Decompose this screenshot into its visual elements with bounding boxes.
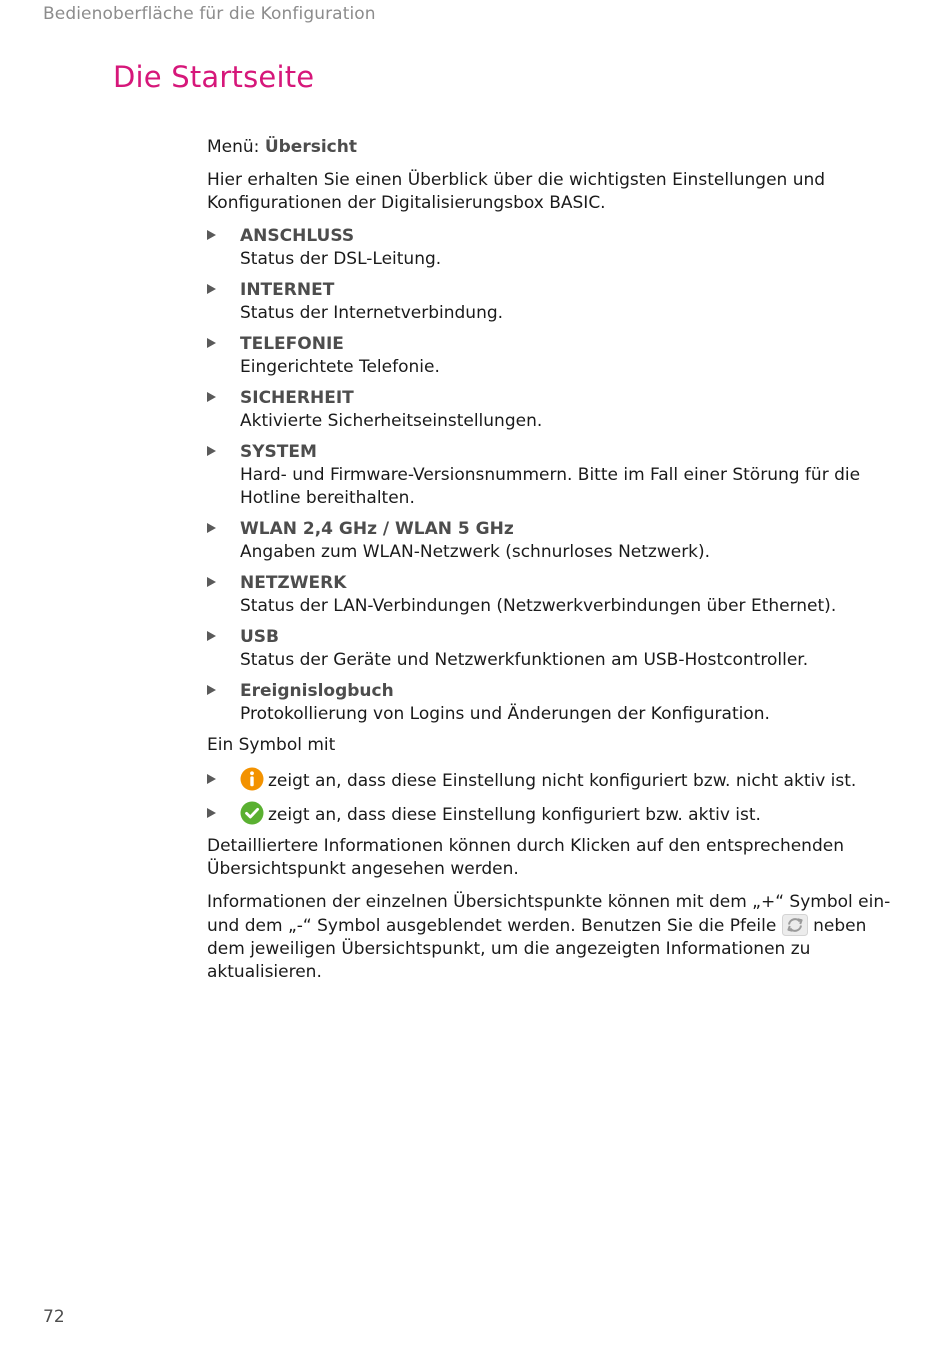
check-icon bbox=[240, 801, 264, 825]
bullet-arrow-icon bbox=[207, 284, 216, 294]
list-item-netzwerk bbox=[207, 572, 897, 618]
item-title: TELEFONIE bbox=[240, 334, 344, 354]
item-description: Aktivierte Sicherheitseinstellungen. bbox=[240, 411, 543, 431]
list-item-usb bbox=[207, 626, 897, 672]
list-item-internet bbox=[207, 279, 897, 325]
list-item-anschluss bbox=[207, 225, 897, 271]
list-item-wlan bbox=[207, 518, 897, 564]
page-title: Die Startseite bbox=[113, 60, 315, 94]
item-description: Status der Internetverbindung. bbox=[240, 303, 504, 323]
item-description: Protokollierung von Logins und Änderungen der Konfiguration. bbox=[240, 704, 770, 724]
bullet-arrow-icon bbox=[207, 808, 216, 818]
item-description: Status der LAN-Verbindungen (Netzwerkverbindungen über Ethernet). bbox=[240, 596, 837, 616]
symbol-list bbox=[207, 767, 897, 827]
refresh-arrows-icon bbox=[782, 914, 808, 936]
expand-text-before: Informationen der einzelnen Übersichtspunkte können mit dem „+“ Symbol ein- und dem „-“ Symbol ausgeblendet werden. Benutzen Sie die Pfeile bbox=[207, 892, 891, 936]
item-title: NETZWERK bbox=[240, 573, 347, 593]
symbol-description: zeigt an, dass diese Einstellung nicht konfiguriert bzw. nicht aktiv ist. bbox=[268, 771, 857, 791]
menu-prefix: Menü: bbox=[207, 137, 265, 157]
info-icon bbox=[240, 767, 264, 791]
symbols-intro: Ein Symbol mit bbox=[207, 735, 336, 755]
bullet-arrow-icon bbox=[207, 774, 216, 784]
bullet-arrow-icon bbox=[207, 577, 216, 587]
item-title: ANSCHLUSS bbox=[240, 226, 355, 246]
expand-text-after: neben dem jeweiligen Übersichtspunkt, um die angezeigten Informationen zu aktualisieren. bbox=[207, 916, 867, 982]
item-description: Status der DSL-Leitung. bbox=[240, 249, 442, 269]
list-item-sicherheit bbox=[207, 387, 897, 433]
list-item-ereignislogbuch bbox=[207, 680, 897, 726]
details-paragraph: Detailliertere Informationen können durch Klicken auf den entsprechenden Übersichtspunkt angesehen werden. bbox=[207, 836, 844, 879]
expand-paragraph bbox=[207, 891, 897, 984]
list-item-system bbox=[207, 441, 897, 510]
bullet-arrow-icon bbox=[207, 392, 216, 402]
main-content bbox=[207, 136, 897, 994]
page-number: 72 bbox=[43, 1307, 65, 1327]
menu-line bbox=[207, 136, 897, 159]
bullet-arrow-icon bbox=[207, 338, 216, 348]
item-title: WLAN 2,4 GHz / WLAN 5 GHz bbox=[240, 519, 514, 539]
bullet-arrow-icon bbox=[207, 523, 216, 533]
item-title: SYSTEM bbox=[240, 442, 317, 462]
item-title: Ereignislogbuch bbox=[240, 681, 394, 701]
item-description: Eingerichtete Telefonie. bbox=[240, 357, 440, 377]
item-description: Hard- und Firmware-Versionsnummern. Bitte im Fall einer Störung für die Hotline bereithalten. bbox=[240, 465, 861, 508]
intro-paragraph: Hier erhalten Sie einen Überblick über die wichtigsten Einstellungen und Konfigurationen der Digitalisierungsbox BASIC. bbox=[207, 170, 826, 213]
item-title: INTERNET bbox=[240, 280, 335, 300]
bullet-arrow-icon bbox=[207, 631, 216, 641]
bullet-arrow-icon bbox=[207, 446, 216, 456]
bullet-arrow-icon bbox=[207, 685, 216, 695]
overview-list bbox=[207, 225, 897, 726]
item-title: USB bbox=[240, 627, 280, 647]
running-header: Bedienoberfläche für die Konfiguration bbox=[43, 4, 376, 24]
item-description: Status der Geräte und Netzwerkfunktionen am USB-Hostcontroller. bbox=[240, 650, 809, 670]
symbol-item-check bbox=[207, 801, 897, 827]
symbol-item-info bbox=[207, 767, 897, 793]
item-description: Angaben zum WLAN-Netzwerk (schnurloses Netzwerk). bbox=[240, 542, 711, 562]
symbol-description: zeigt an, dass diese Einstellung konfiguriert bzw. aktiv ist. bbox=[268, 805, 761, 825]
item-title: SICHERHEIT bbox=[240, 388, 354, 408]
menu-value: Übersicht bbox=[264, 137, 357, 157]
list-item-telefonie bbox=[207, 333, 897, 379]
bullet-arrow-icon bbox=[207, 230, 216, 240]
